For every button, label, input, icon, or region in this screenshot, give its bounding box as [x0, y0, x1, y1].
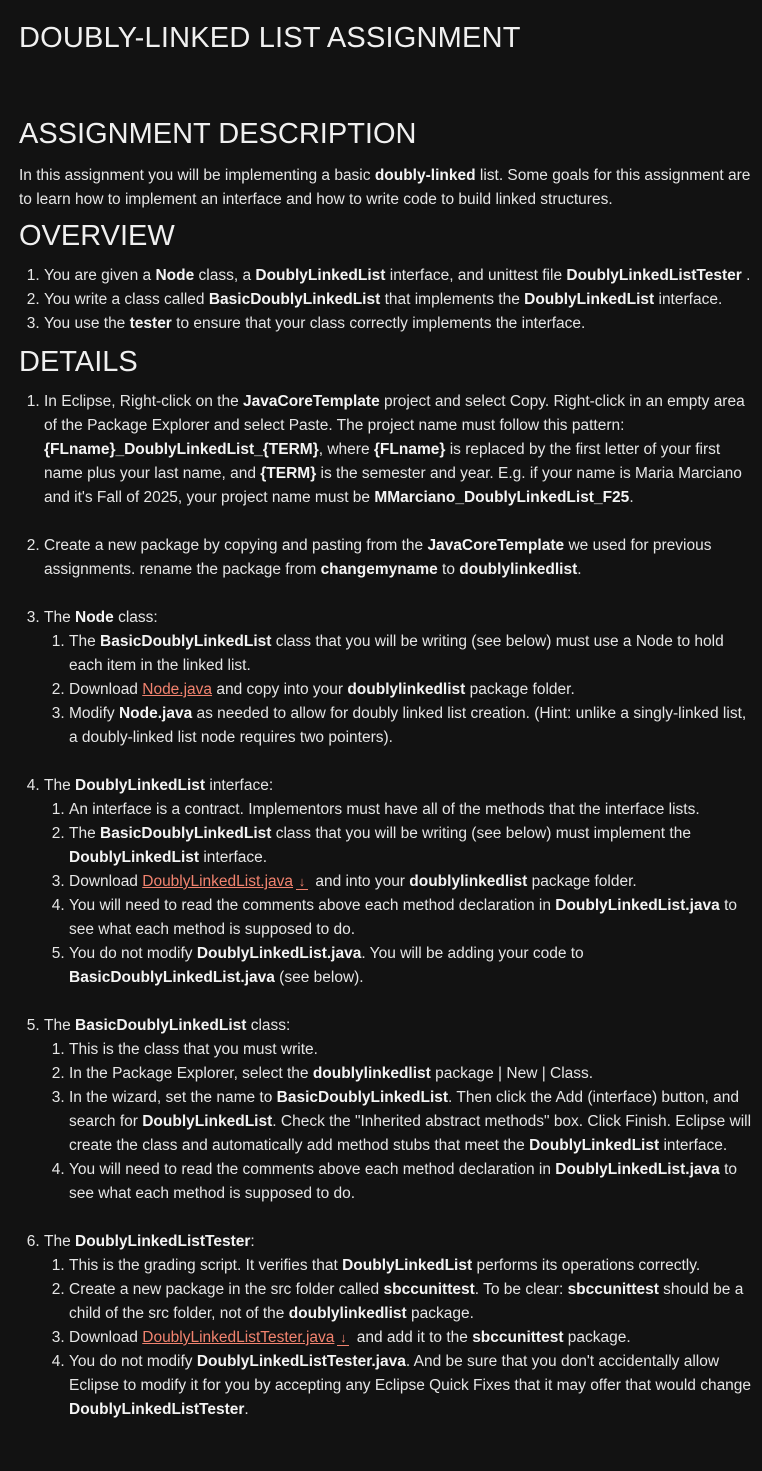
list-item: 2. The BasicDoublyLinkedList class that you will be writing (see below) must implement the DoublyLinkedList interface.	[69, 822, 757, 870]
list-item: 2. In the Package Explorer, select the doublylinkedlist package | New | Class.	[69, 1062, 757, 1086]
description-text: In this assignment you will be implementing a basic doubly-linked list. Some goals for this assignment are to learn how to implement an interface and how to write code to build linked structures.	[19, 167, 751, 208]
details-heading: DETAILS	[19, 346, 138, 378]
details-list	[19, 390, 757, 1422]
list-item: 1. This is the grading script. It verifies that DoublyLinkedList performs its operations correctly.	[69, 1254, 757, 1278]
details-step-5: 5. The BasicDoublyLinkedList class: 1. This is the class that you must write. 2. In the Package Explorer, select the doublylinkedlist package | New | Class. 3. In the wizard, set the name to BasicDoublyLinkedList. Then click the Add (interface) button, and search for DoublyLinkedList. Check the "Inherited abstract methods" box. Click Finish. Eclipse will create the class and automatically add method stubs that meet the DoublyLinkedList interface. 4. You will need to read the comments above each method declaration in DoublyLinkedList.java to see what each method is supposed to do.	[44, 1014, 757, 1206]
overview-list	[19, 264, 757, 336]
details-step-4: 4. The DoublyLinkedList interface: 1. An interface is a contract. Implementors must have all of the methods that the interface lists. 2. The BasicDoublyLinkedList class that you will be writing (see below) must implement the DoublyLinkedList interface. 3. Download DoublyLinkedList.java ↓ and into your doublylinkedlist package folder. 4. You will need to read the comments above each method declaration in DoublyLinkedList.java to see what each method is supposed to do. 5. You do not modify DoublyLinkedList.java. You will be adding your code to BasicDoublyLinkedList.java (see below).	[44, 774, 757, 990]
list-item: 4. You will need to read the comments above each method declaration in DoublyLinkedList.java to see what each method is supposed to do.	[69, 894, 757, 942]
list-item: 1. An interface is a contract. Implementors must have all of the methods that the interface lists.	[69, 798, 757, 822]
list-item: 4. You will need to read the comments above each method declaration in DoublyLinkedList.java to see what each method is supposed to do.	[69, 1158, 757, 1206]
download-icon[interactable]: ↓	[334, 1326, 352, 1350]
list-item: 2. You write a class called BasicDoublyLinkedList that implements the DoublyLinkedList interface.	[44, 288, 757, 312]
list-item: 3. You use the tester to ensure that your class correctly implements the interface.	[44, 312, 757, 336]
list-item: 1. This is the class that you must write.	[69, 1038, 757, 1062]
list-item: 3. Download DoublyLinkedListTester.java ↓ and add it to the sbccunittest package.	[69, 1326, 757, 1350]
list-item: 2. Download Node.java and copy into your doublylinkedlist package folder.	[69, 678, 757, 702]
overview-heading: OVERVIEW	[19, 220, 175, 252]
list-item: 3. Modify Node.java as needed to allow for doubly linked list creation. (Hint: unlike a singly-linked list, a doubly-linked list node requires two pointers).	[69, 702, 757, 750]
details-step-3: 3. The Node class: 1. The BasicDoublyLinkedList class that you will be writing (see below) must use a Node to hold each item in the linked list. 2. Download Node.java and copy into your doublylinkedlist package folder. 3. Modify Node.java as needed to allow for doubly linked list creation. (Hint: unlike a singly-linked list, a doubly-linked list node requires two pointers).	[44, 606, 757, 750]
interface-sublist	[44, 798, 757, 990]
list-item: 4. You do not modify DoublyLinkedListTester.java. And be sure that you don't accidentally allow Eclipse to modify it for you by accepting any Eclipse Quick Fixes that it may offer that would change DoublyLinkedListTester.	[69, 1350, 757, 1422]
list-item: 1. The BasicDoublyLinkedList class that you will be writing (see below) must use a Node to hold each item in the linked list.	[69, 630, 757, 678]
class-sublist	[44, 1038, 757, 1206]
list-item: 2. Create a new package in the src folder called sbccunittest. To be clear: sbccunittest should be a child of the src folder, not of the doublylinkedlist package.	[69, 1278, 757, 1326]
page-title: DOUBLY-LINKED LIST ASSIGNMENT	[19, 22, 521, 54]
list-item: 3. Download DoublyLinkedList.java ↓ and into your doublylinkedlist package folder.	[69, 870, 757, 894]
node-sublist	[44, 630, 757, 750]
list-item: 1. You are given a Node class, a DoublyLinkedList interface, and unittest file DoublyLinkedListTester .	[44, 264, 757, 288]
list-item: 5. You do not modify DoublyLinkedList.java. You will be adding your code to BasicDoublyLinkedList.java (see below).	[69, 942, 757, 990]
doublylinkedlist-java-link[interactable]: DoublyLinkedList.java	[142, 873, 294, 890]
details-step-6: 6. The DoublyLinkedListTester: 1. This is the grading script. It verifies that DoublyLinkedList performs its operations correctly. 2. Create a new package in the src folder called sbccunittest. To be clear: sbccunittest should be a child of the src folder, not of the doublylinkedlist package. 3. Download DoublyLinkedListTester.java ↓ and add it to the sbccunittest package. 4. You do not modify DoublyLinkedListTester.java. And be sure that you don't accidentally allow Eclipse to modify it for you by accepting any Eclipse Quick Fixes that it may offer that would change DoublyLinkedListTester.	[44, 1230, 757, 1422]
download-icon[interactable]: ↓	[293, 870, 311, 894]
list-item: 3. In the wizard, set the name to BasicDoublyLinkedList. Then click the Add (interface) button, and search for DoublyLinkedList. Check the "Inherited abstract methods" box. Click Finish. Eclipse will create the class and automatically add method stubs that meet the DoublyLinkedList interface.	[69, 1086, 757, 1158]
details-step-2: 2. Create a new package by copying and pasting from the JavaCoreTemplate we used for previous assignments. rename the package from changemyname to doublylinkedlist.	[44, 534, 757, 582]
tester-sublist	[44, 1254, 757, 1422]
node-java-link[interactable]: Node.java	[142, 681, 213, 698]
details-step-1: 1. In Eclipse, Right-click on the JavaCoreTemplate project and select Copy. Right-click in an empty area of the Package Explorer and select Paste. The project name must follow this pattern: {FLname}_DoublyLinkedList_{TERM}, where {FLname} is replaced by the first letter of your first name plus your last name, and {TERM} is the semester and year. E.g. if your name is Maria Marciano and it's Fall of 2025, your project name must be MMarciano_DoublyLinkedList_F25.	[44, 390, 757, 510]
description-heading: ASSIGNMENT DESCRIPTION	[19, 118, 417, 150]
tester-java-link[interactable]: DoublyLinkedListTester.java	[142, 1329, 335, 1346]
